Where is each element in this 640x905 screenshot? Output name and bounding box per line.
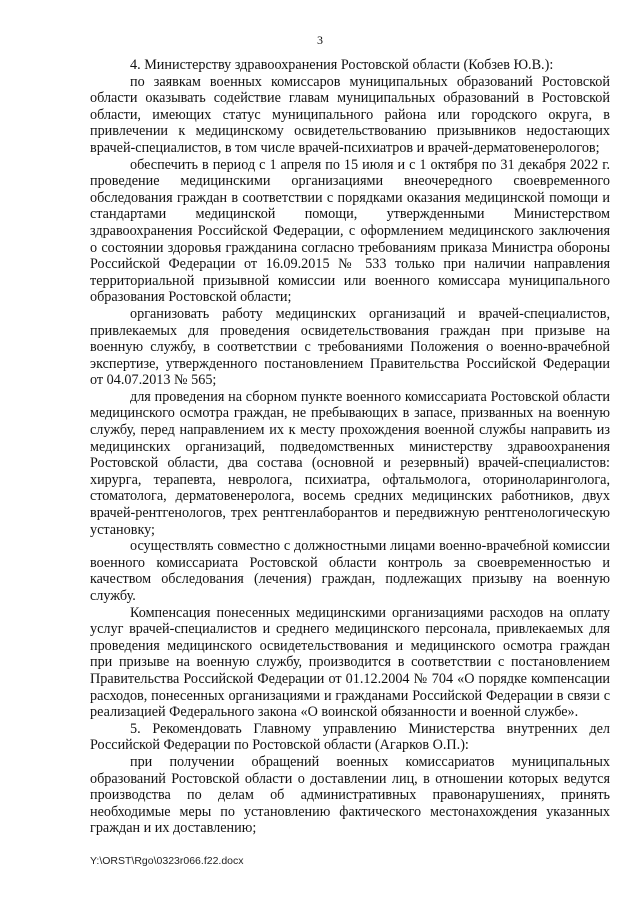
paragraph-compensation: Компенсация понесенных медицинскими организациями расходов на оплату услуг врачей-специалистов и среднего медицинского персонала, привлекаемых для проведения медицинского освидетельствования и медицинского осмотра граждан при призыве на военную службу, производится в соответствии с постановлением Правительства Российской Федерации от 01.12.2004 № 704 «О порядке компенсации расходов, понесенных организациями и гражданами Российской Федерации в связи с реализацией Федерального закона «О воинской обязанности и военной службе». bbox=[90, 604, 610, 721]
paragraph-ensure-examination: обеспечить в период с 1 апреля по 15 июля и с 1 октября по 31 декабря 2022 г. проведение медицинскими организациями внеочередного своевременного обследования граждан в соответствии с порядками оказания медицинской помощи и стандартами медицинской помощи, утвержденными Министерством здравоохранения Российской Федерации, с оформлением медицинского заключения о состоянии здоровья гражданина согласно требованиям приказа Министра обороны Российской Федерации от 16.09.2015 № 533 только при наличии направления территориальной призывной комиссии или военного комиссара муниципального образования Ростовской области; bbox=[90, 156, 610, 306]
paragraph-joint-control: осуществлять совместно с должностными лицами военно-врачебной комиссии военного комиссариата Ростовской области контроль за своевременностью и качеством обследования (лечения) граждан, подлежащих призыву на военную службу. bbox=[90, 538, 610, 604]
paragraph-section-4-heading: 4. Министерству здравоохранения Ростовской области (Кобзев Ю.В.): bbox=[130, 57, 554, 73]
paragraph-section-5-heading: 5. Рекомендовать Главному управлению Министерства внутренних дел Российской Федерации по Ростовской области (Агарков О.П.): bbox=[90, 720, 610, 754]
paragraph-assist-municipal-heads: по заявкам военных комиссаров муниципальных образований Ростовской области оказывать содействие главам муниципальных образований в Ростовской области, имеющих статус муниципального района или городского округа, в привлечении к медицинскому освидетельствованию призывников недостающих врачей-специалистов, в том числе врачей-психиатров и врачей-дерматовенерологов; bbox=[90, 73, 610, 156]
paragraph-assembly-point-staff: для проведения на сборном пункте военного комиссариата Ростовской области медицинского осмотра граждан, не пребывающих в запасе, призванных на военную службу, перед направлением их к месту прохождения военной службы направить из медицинских организаций, подведомственных министерству здравоохранения Ростовской области, два состава (основной и резервный) врачей-специалистов: хирурга, терапевта, невролога, психиатра, офтальмолога, оториноларинголога, стоматолога, дерматовенеролога, восемь средних медицинских работников, двух врачей-рентгенологов, трех рентгенлаборантов и передвижную рентгенологическую установку; bbox=[90, 388, 610, 538]
paragraph-organize-work: организовать работу медицинских организаций и врачей-специалистов, привлекаемых для проведения освидетельствования граждан при призыве на военную службу, в соответствии с требованиями Положения о военно-врачебной экспертизе, утвержденного постановлением Правительства Российской Федерации от 04.07.2013 № 565; bbox=[90, 305, 610, 389]
page-number: 3 bbox=[317, 33, 323, 47]
paragraph-police-measures: при получении обращений военных комиссариатов муниципальных образований Ростовской области о доставлении лиц, в отношении которых ведутся производства по делам об административных правонарушениях, принять необходимые меры по установлению фактического местонахождения указанных граждан и их доставлению; bbox=[90, 753, 610, 837]
document-body bbox=[90, 57, 610, 837]
footer-file-path: Y:\ORST\Rgo\0323r066.f22.docx bbox=[90, 855, 244, 867]
